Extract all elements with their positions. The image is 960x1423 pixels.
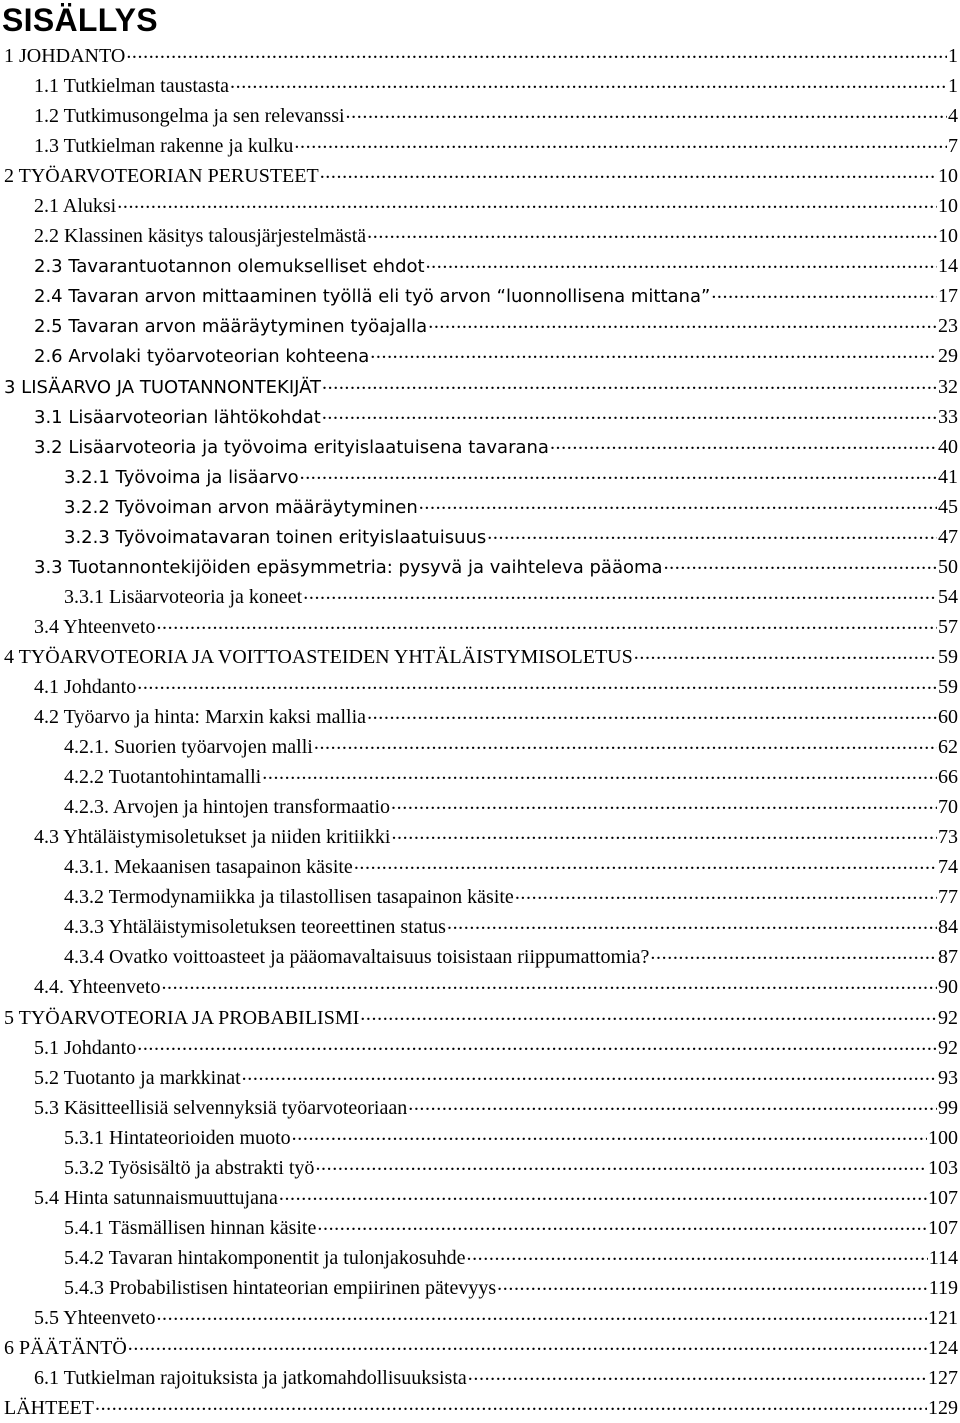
toc-entry-title: 1 JOHDANTO	[4, 45, 126, 67]
toc-entry-page-number: 74	[938, 856, 958, 879]
toc-entry-page-number: 87	[938, 946, 958, 969]
toc-entry[interactable]	[0, 1243, 960, 1273]
dot-leader	[428, 312, 937, 332]
toc-entry-title: 1.1 Tutkielman taustasta	[34, 75, 229, 98]
toc-entry[interactable]	[0, 492, 960, 522]
toc-entry[interactable]	[0, 912, 960, 942]
toc-entry-page-number: 107	[928, 1186, 958, 1209]
toc-entry-title: 5.3.1 Hintateorioiden muoto	[64, 1126, 291, 1149]
dot-leader	[230, 72, 947, 92]
dot-leader	[322, 403, 937, 423]
dot-leader	[292, 1124, 927, 1144]
toc-entry-title: 3.4 Yhteenveto	[34, 615, 156, 638]
dot-leader	[370, 342, 937, 362]
toc-entry-page-number: 99	[938, 1096, 958, 1119]
toc-entry-title: 3.3 Tuotannontekijöiden epäsymmetria: pysyvä ja vaihteleva pääoma	[34, 556, 663, 578]
dot-leader	[242, 1064, 937, 1084]
dot-leader	[322, 373, 937, 393]
toc-entry[interactable]	[0, 251, 960, 281]
toc-entry-title: 3 LISÄARVO JA TUOTANNONTEKIJÄT	[4, 376, 322, 398]
toc-entry[interactable]	[0, 311, 960, 341]
dot-leader	[314, 733, 937, 753]
toc-list	[0, 41, 960, 1423]
toc-entry-page-number: 4	[948, 105, 958, 128]
toc-entry-title: 3.2.2 Työvoiman arvon määräytyminen	[64, 496, 418, 518]
toc-entry[interactable]	[0, 1153, 960, 1183]
dot-leader	[650, 943, 937, 963]
toc-entry-page-number: 10	[938, 165, 958, 188]
toc-entry[interactable]	[0, 372, 960, 402]
dot-leader	[711, 282, 937, 302]
toc-entry[interactable]	[0, 732, 960, 762]
toc-entry-page-number: 92	[938, 1006, 958, 1029]
dot-leader	[634, 643, 937, 663]
toc-entry-page-number: 124	[928, 1337, 958, 1360]
toc-entry-title: LÄHTEET	[4, 1397, 94, 1420]
toc-entry-title: 3.2.3 Työvoimatavaran toinen erityislaatuisuus	[64, 526, 487, 548]
toc-entry[interactable]	[0, 402, 960, 432]
toc-entry-title: 3.2 Lisäarvoteoria ja työvoima erityislaatuisena tavarana	[34, 436, 549, 458]
dot-leader	[468, 1364, 927, 1384]
toc-entry-page-number: 77	[938, 886, 958, 909]
dot-leader	[279, 1184, 927, 1204]
toc-entry[interactable]	[0, 942, 960, 972]
toc-entry[interactable]	[0, 882, 960, 912]
toc-entry-page-number: 10	[938, 225, 958, 248]
dot-leader	[419, 493, 937, 513]
dot-leader	[408, 1094, 937, 1114]
dot-leader	[426, 252, 937, 272]
toc-entry[interactable]	[0, 131, 960, 161]
toc-entry-page-number: 47	[938, 525, 958, 548]
dot-leader	[550, 433, 937, 453]
toc-entry-page-number: 93	[938, 1066, 958, 1089]
toc-entry[interactable]	[0, 612, 960, 642]
toc-entry-page-number: 14	[938, 255, 958, 278]
dot-leader	[320, 162, 937, 182]
toc-entry-title: 2 TYÖARVOTEORIAN PERUSTEET	[4, 165, 319, 188]
toc-entry-page-number: 7	[948, 135, 958, 158]
dot-leader	[367, 703, 937, 723]
toc-entry-page-number: 33	[938, 405, 958, 428]
toc-entry-page-number: 107	[928, 1216, 958, 1239]
toc-entry[interactable]	[0, 341, 960, 371]
toc-entry-title: 4.2.2 Tuotantohintamalli	[64, 766, 262, 789]
toc-entry-title: 5.4.1 Täsmällisen hinnan käsite	[64, 1216, 317, 1239]
toc-entry-title: 5.1 Johdanto	[34, 1036, 137, 1059]
dot-leader	[466, 1244, 927, 1264]
toc-entry-title: 2.1 Aluksi	[34, 195, 117, 218]
dot-leader	[262, 763, 937, 783]
dot-leader	[447, 913, 937, 933]
toc-entry-title: 2.2 Klassinen käsitys talousjärjestelmästä	[34, 225, 367, 248]
toc-entry-page-number: 59	[938, 645, 958, 668]
toc-entry-title: 4.2.3. Arvojen ja hintojen transformaatio	[64, 796, 391, 819]
toc-entry[interactable]	[0, 1063, 960, 1093]
toc-entry-title: 5.5 Yhteenveto	[34, 1306, 156, 1329]
toc-entry-title: 5.4.2 Tavaran hintakomponentit ja tulonjakosuhde	[64, 1246, 466, 1269]
dot-leader	[360, 1004, 937, 1024]
toc-entry-page-number: 1	[948, 75, 958, 98]
toc-entry-title: 3.1 Lisäarvoteorian lähtökohdat	[34, 406, 321, 428]
toc-entry[interactable]	[0, 1273, 960, 1303]
dot-leader	[354, 853, 937, 873]
toc-entry-title: 5.3 Käsitteellisiä selvennyksiä työarvoteoriaan	[34, 1096, 408, 1119]
toc-entry[interactable]	[0, 552, 960, 582]
toc-entry[interactable]	[0, 1183, 960, 1213]
toc-entry-page-number: 32	[938, 375, 958, 398]
toc-entry-title: 5.4 Hinta satunnaismuuttujana	[34, 1186, 278, 1209]
toc-entry[interactable]	[0, 672, 960, 702]
toc-entry-page-number: 40	[938, 435, 958, 458]
toc-entry[interactable]	[0, 1003, 960, 1033]
dot-leader	[391, 793, 937, 813]
dot-leader	[346, 102, 947, 122]
toc-entry-page-number: 119	[928, 1276, 958, 1299]
dot-leader	[156, 613, 937, 633]
toc-entry[interactable]	[0, 1033, 960, 1063]
toc-entry[interactable]	[0, 281, 960, 311]
toc-entry-page-number: 121	[928, 1306, 958, 1329]
toc-entry-title: 2.5 Tavaran arvon määräytyminen työajalla	[34, 316, 428, 338]
dot-leader	[664, 553, 937, 573]
toc-entry-title: 4.3.2 Termodynamiikka ja tilastollisen tasapainon käsite	[64, 886, 514, 909]
dot-leader	[315, 1154, 927, 1174]
toc-entry-page-number: 129	[928, 1397, 958, 1420]
toc-entry-title: 5.3.2 Työsisältö ja abstrakti työ	[64, 1156, 315, 1179]
toc-entry-title: 6.1 Tutkielman rajoituksista ja jatkomahdollisuuksista	[34, 1367, 467, 1390]
dot-leader	[367, 222, 937, 242]
dot-leader	[137, 673, 937, 693]
toc-entry[interactable]	[0, 582, 960, 612]
toc-entry-title: 1.3 Tutkielman rakenne ja kulku	[34, 135, 294, 158]
toc-entry-title: 5 TYÖARVOTEORIA JA PROBABILISMI	[4, 1006, 360, 1029]
toc-entry[interactable]	[0, 852, 960, 882]
toc-entry[interactable]	[0, 1303, 960, 1333]
toc-entry[interactable]	[0, 762, 960, 792]
toc-entry-title: 4 TYÖARVOTEORIA JA VOITTOASTEIDEN YHTÄLÄISTYMISOLETUS	[4, 645, 633, 668]
toc-entry-title: 6 PÄÄTÄNTÖ	[4, 1337, 127, 1360]
toc-entry[interactable]	[0, 1363, 960, 1393]
toc-entry[interactable]	[0, 1393, 960, 1423]
toc-entry[interactable]	[0, 432, 960, 462]
toc-entry[interactable]	[0, 822, 960, 852]
toc-entry-page-number: 66	[938, 766, 958, 789]
dot-leader	[117, 192, 937, 212]
toc-entry[interactable]	[0, 462, 960, 492]
toc-entry-title: 4.3.1. Mekaanisen tasapainon käsite	[64, 856, 353, 879]
toc-entry[interactable]	[0, 972, 960, 1002]
dot-leader	[126, 42, 947, 62]
dot-leader	[156, 1304, 927, 1324]
toc-entry[interactable]	[0, 792, 960, 822]
toc-entry-title: 4.4. Yhteenveto	[34, 976, 161, 999]
toc-entry-page-number: 60	[938, 706, 958, 729]
toc-entry-page-number: 29	[938, 345, 958, 368]
toc-entry-page-number: 127	[928, 1367, 958, 1390]
toc-entry-page-number: 1	[948, 45, 958, 67]
toc-entry-page-number: 41	[938, 465, 958, 488]
toc-entry[interactable]	[0, 161, 960, 191]
toc-entry[interactable]	[0, 1123, 960, 1153]
toc-entry-page-number: 23	[938, 315, 958, 338]
toc-entry-page-number: 17	[938, 285, 958, 308]
toc-entry-page-number: 59	[938, 675, 958, 698]
toc-entry-page-number: 70	[938, 796, 958, 819]
dot-leader	[137, 1034, 937, 1054]
toc-entry[interactable]	[0, 71, 960, 101]
toc-entry-title: 5.4.3 Probabilistisen hintateorian empiirinen pätevyys	[64, 1276, 497, 1299]
dot-leader	[487, 523, 937, 543]
dot-leader	[303, 583, 937, 603]
toc-entry-page-number: 90	[938, 976, 958, 999]
dot-leader	[391, 823, 937, 843]
toc-entry-page-number: 114	[928, 1246, 958, 1269]
toc-entry-page-number: 10	[938, 195, 958, 218]
toc-entry-title: 5.2 Tuotanto ja markkinat	[34, 1066, 241, 1089]
dot-leader	[317, 1214, 927, 1234]
toc-entry[interactable]	[0, 1213, 960, 1243]
toc-entry-page-number: 103	[928, 1156, 958, 1179]
toc-entry-page-number: 45	[938, 495, 958, 518]
toc-entry-title: 4.1 Johdanto	[34, 675, 137, 698]
dot-leader	[497, 1274, 928, 1294]
toc-entry[interactable]	[0, 702, 960, 732]
toc-entry[interactable]	[0, 1333, 960, 1363]
toc-entry-page-number: 84	[938, 916, 958, 939]
toc-entry[interactable]	[0, 1093, 960, 1123]
dot-leader	[515, 883, 937, 903]
toc-entry-title: 3.3.1 Lisäarvoteoria ja koneet	[64, 585, 303, 608]
toc-entry-page-number: 73	[938, 826, 958, 849]
toc-entry-title: 2.4 Tavaran arvon mittaaminen työllä eli työ arvon “luonnollisena mittana”	[34, 286, 711, 308]
toc-entry-page-number: 54	[938, 585, 958, 608]
toc-entry[interactable]	[0, 41, 960, 71]
toc-entry[interactable]	[0, 221, 960, 251]
toc-entry-title: 2.3 Tavarantuotannon olemukselliset ehdot	[34, 256, 425, 278]
dot-leader	[128, 1334, 927, 1354]
toc-entry-title: 2.6 Arvolaki työarvoteorian kohteena	[34, 346, 370, 368]
toc-entry-title: 4.2 Työarvo ja hinta: Marxin kaksi mallia	[34, 706, 367, 729]
toc-entry-page-number: 62	[938, 736, 958, 759]
toc-entry-page-number: 92	[938, 1036, 958, 1059]
toc-entry-title: 1.2 Tutkimusongelma ja sen relevanssi	[34, 105, 345, 128]
dot-leader	[95, 1394, 927, 1414]
toc-entry[interactable]	[0, 642, 960, 672]
toc-entry-title: 4.3.3 Yhtäläistymisoletuksen teoreettinen status	[64, 916, 446, 939]
toc-entry-title: 3.2.1 Työvoima ja lisäarvo	[64, 466, 299, 488]
dot-leader	[161, 973, 937, 993]
toc-entry-page-number: 57	[938, 615, 958, 638]
toc-heading: SISÄLLYS	[2, 2, 158, 38]
toc-entry-page-number: 50	[938, 555, 958, 578]
toc-entry-page-number: 100	[928, 1126, 958, 1149]
toc-entry-title: 4.3.4 Ovatko voittoasteet ja pääomavaltaisuus toisistaan riippumattomia?	[64, 946, 650, 969]
dot-leader	[294, 132, 947, 152]
toc-entry[interactable]	[0, 101, 960, 131]
toc-entry[interactable]	[0, 191, 960, 221]
toc-entry-title: 4.2.1. Suorien työarvojen malli	[64, 736, 313, 759]
toc-entry-title: 4.3 Yhtäläistymisoletukset ja niiden kritiikki	[34, 826, 391, 849]
dot-leader	[300, 463, 937, 483]
toc-entry[interactable]	[0, 522, 960, 552]
